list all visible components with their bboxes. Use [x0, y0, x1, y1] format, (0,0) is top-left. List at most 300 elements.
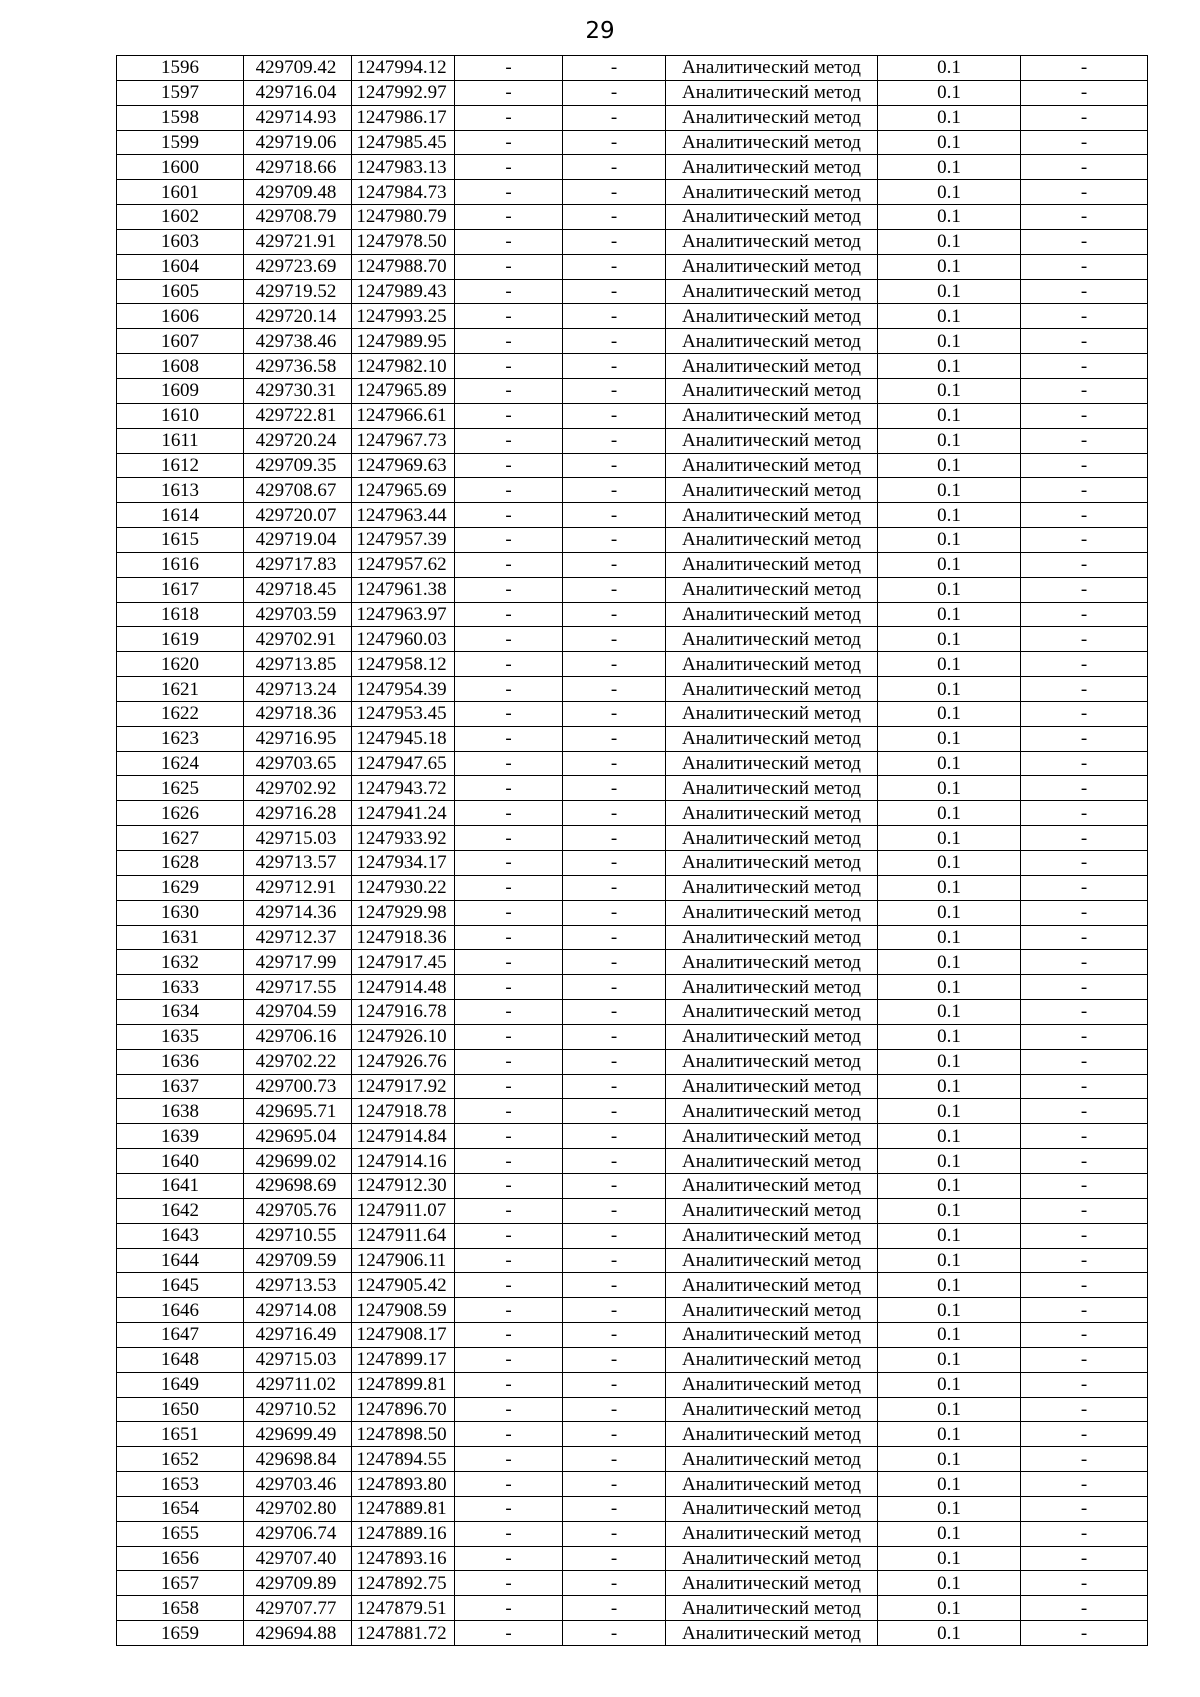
- col5-cell: -: [563, 403, 666, 428]
- method-cell: Аналитический метод: [666, 378, 878, 403]
- col8-cell: -: [1021, 975, 1148, 1000]
- y-coordinate-cell: 1247908.17: [352, 1323, 455, 1348]
- col8-cell: -: [1021, 577, 1148, 602]
- accuracy-cell: 0.1: [878, 577, 1021, 602]
- col8-cell: -: [1021, 1347, 1148, 1372]
- col8-cell: -: [1021, 826, 1148, 851]
- method-cell: Аналитический метод: [666, 975, 878, 1000]
- method-cell: Аналитический метод: [666, 279, 878, 304]
- col4-cell: -: [455, 826, 563, 851]
- col4-cell: -: [455, 1049, 563, 1074]
- y-coordinate-cell: 1247898.50: [352, 1422, 455, 1447]
- table-row: [117, 1024, 1148, 1049]
- col5-cell: -: [563, 751, 666, 776]
- accuracy-cell: 0.1: [878, 801, 1021, 826]
- table-row: [117, 1074, 1148, 1099]
- col8-cell: -: [1021, 851, 1148, 876]
- y-coordinate-cell: 1247930.22: [352, 875, 455, 900]
- table-row: [117, 130, 1148, 155]
- table-row: [117, 254, 1148, 279]
- col8-cell: -: [1021, 56, 1148, 81]
- point-number-cell: 1648: [117, 1347, 244, 1372]
- col4-cell: -: [455, 1397, 563, 1422]
- method-cell: Аналитический метод: [666, 726, 878, 751]
- point-number-cell: 1612: [117, 453, 244, 478]
- accuracy-cell: 0.1: [878, 1571, 1021, 1596]
- col4-cell: -: [455, 1223, 563, 1248]
- method-cell: Аналитический метод: [666, 1223, 878, 1248]
- col4-cell: -: [455, 552, 563, 577]
- col5-cell: -: [563, 329, 666, 354]
- point-number-cell: 1608: [117, 354, 244, 379]
- x-coordinate-cell: 429718.45: [244, 577, 352, 602]
- col4-cell: -: [455, 304, 563, 329]
- col4-cell: -: [455, 1099, 563, 1124]
- col8-cell: -: [1021, 677, 1148, 702]
- col8-cell: -: [1021, 428, 1148, 453]
- y-coordinate-cell: 1247966.61: [352, 403, 455, 428]
- col4-cell: -: [455, 1596, 563, 1621]
- accuracy-cell: 0.1: [878, 354, 1021, 379]
- y-coordinate-cell: 1247912.30: [352, 1173, 455, 1198]
- point-number-cell: 1601: [117, 180, 244, 205]
- col5-cell: -: [563, 975, 666, 1000]
- col8-cell: -: [1021, 453, 1148, 478]
- x-coordinate-cell: 429716.28: [244, 801, 352, 826]
- accuracy-cell: 0.1: [878, 1596, 1021, 1621]
- accuracy-cell: 0.1: [878, 1149, 1021, 1174]
- accuracy-cell: 0.1: [878, 478, 1021, 503]
- col8-cell: -: [1021, 1521, 1148, 1546]
- col4-cell: -: [455, 56, 563, 81]
- col4-cell: -: [455, 428, 563, 453]
- method-cell: Аналитический метод: [666, 577, 878, 602]
- method-cell: Аналитический метод: [666, 1248, 878, 1273]
- col8-cell: -: [1021, 602, 1148, 627]
- x-coordinate-cell: 429699.49: [244, 1422, 352, 1447]
- method-cell: Аналитический метод: [666, 677, 878, 702]
- accuracy-cell: 0.1: [878, 403, 1021, 428]
- method-cell: Аналитический метод: [666, 1124, 878, 1149]
- col5-cell: -: [563, 1223, 666, 1248]
- col4-cell: -: [455, 254, 563, 279]
- col8-cell: -: [1021, 329, 1148, 354]
- col5-cell: -: [563, 652, 666, 677]
- table-row: [117, 229, 1148, 254]
- col8-cell: -: [1021, 205, 1148, 230]
- method-cell: Аналитический метод: [666, 1323, 878, 1348]
- x-coordinate-cell: 429716.04: [244, 80, 352, 105]
- accuracy-cell: 0.1: [878, 329, 1021, 354]
- point-number-cell: 1627: [117, 826, 244, 851]
- method-cell: Аналитический метод: [666, 1273, 878, 1298]
- col8-cell: -: [1021, 751, 1148, 776]
- method-cell: Аналитический метод: [666, 354, 878, 379]
- x-coordinate-cell: 429698.84: [244, 1447, 352, 1472]
- y-coordinate-cell: 1247961.38: [352, 577, 455, 602]
- col4-cell: -: [455, 1149, 563, 1174]
- col4-cell: -: [455, 1298, 563, 1323]
- accuracy-cell: 0.1: [878, 1298, 1021, 1323]
- table-row: [117, 1397, 1148, 1422]
- x-coordinate-cell: 429718.66: [244, 155, 352, 180]
- table-row: [117, 1000, 1148, 1025]
- col4-cell: -: [455, 1273, 563, 1298]
- col5-cell: -: [563, 1099, 666, 1124]
- col4-cell: -: [455, 279, 563, 304]
- table-row: [117, 776, 1148, 801]
- point-number-cell: 1613: [117, 478, 244, 503]
- col5-cell: -: [563, 602, 666, 627]
- table-row: [117, 503, 1148, 528]
- accuracy-cell: 0.1: [878, 378, 1021, 403]
- accuracy-cell: 0.1: [878, 1173, 1021, 1198]
- table-row: [117, 155, 1148, 180]
- x-coordinate-cell: 429713.85: [244, 652, 352, 677]
- point-number-cell: 1599: [117, 130, 244, 155]
- accuracy-cell: 0.1: [878, 304, 1021, 329]
- table-row: [117, 180, 1148, 205]
- x-coordinate-cell: 429716.95: [244, 726, 352, 751]
- col5-cell: -: [563, 1472, 666, 1497]
- x-coordinate-cell: 429706.74: [244, 1521, 352, 1546]
- accuracy-cell: 0.1: [878, 279, 1021, 304]
- col8-cell: -: [1021, 403, 1148, 428]
- col4-cell: -: [455, 1621, 563, 1646]
- col8-cell: -: [1021, 1472, 1148, 1497]
- method-cell: Аналитический метод: [666, 1173, 878, 1198]
- accuracy-cell: 0.1: [878, 528, 1021, 553]
- point-number-cell: 1617: [117, 577, 244, 602]
- table-row: [117, 1422, 1148, 1447]
- col8-cell: -: [1021, 875, 1148, 900]
- point-number-cell: 1620: [117, 652, 244, 677]
- col8-cell: -: [1021, 1248, 1148, 1273]
- method-cell: Аналитический метод: [666, 403, 878, 428]
- x-coordinate-cell: 429698.69: [244, 1173, 352, 1198]
- table-row: [117, 1496, 1148, 1521]
- col8-cell: -: [1021, 1273, 1148, 1298]
- point-number-cell: 1650: [117, 1397, 244, 1422]
- y-coordinate-cell: 1247967.73: [352, 428, 455, 453]
- col4-cell: -: [455, 950, 563, 975]
- accuracy-cell: 0.1: [878, 975, 1021, 1000]
- method-cell: Аналитический метод: [666, 1000, 878, 1025]
- accuracy-cell: 0.1: [878, 1621, 1021, 1646]
- col5-cell: -: [563, 378, 666, 403]
- table-row: [117, 726, 1148, 751]
- col8-cell: -: [1021, 701, 1148, 726]
- col8-cell: -: [1021, 1422, 1148, 1447]
- point-number-cell: 1640: [117, 1149, 244, 1174]
- col8-cell: -: [1021, 503, 1148, 528]
- col8-cell: -: [1021, 130, 1148, 155]
- table-row: [117, 900, 1148, 925]
- x-coordinate-cell: 429695.71: [244, 1099, 352, 1124]
- table-row: [117, 1198, 1148, 1223]
- table-row: [117, 1248, 1148, 1273]
- accuracy-cell: 0.1: [878, 776, 1021, 801]
- point-number-cell: 1644: [117, 1248, 244, 1273]
- y-coordinate-cell: 1247969.63: [352, 453, 455, 478]
- y-coordinate-cell: 1247958.12: [352, 652, 455, 677]
- method-cell: Аналитический метод: [666, 428, 878, 453]
- y-coordinate-cell: 1247941.24: [352, 801, 455, 826]
- method-cell: Аналитический метод: [666, 602, 878, 627]
- table-row: [117, 751, 1148, 776]
- table-row: [117, 1298, 1148, 1323]
- point-number-cell: 1645: [117, 1273, 244, 1298]
- col4-cell: -: [455, 1521, 563, 1546]
- x-coordinate-cell: 429714.36: [244, 900, 352, 925]
- method-cell: Аналитический метод: [666, 950, 878, 975]
- x-coordinate-cell: 429722.81: [244, 403, 352, 428]
- y-coordinate-cell: 1247918.78: [352, 1099, 455, 1124]
- col4-cell: -: [455, 975, 563, 1000]
- method-cell: Аналитический метод: [666, 1472, 878, 1497]
- col5-cell: -: [563, 1149, 666, 1174]
- point-number-cell: 1596: [117, 56, 244, 81]
- col5-cell: -: [563, 1422, 666, 1447]
- x-coordinate-cell: 429702.80: [244, 1496, 352, 1521]
- table-row: [117, 105, 1148, 130]
- table-row: [117, 56, 1148, 81]
- x-coordinate-cell: 429715.03: [244, 826, 352, 851]
- accuracy-cell: 0.1: [878, 1472, 1021, 1497]
- method-cell: Аналитический метод: [666, 900, 878, 925]
- x-coordinate-cell: 429720.07: [244, 503, 352, 528]
- x-coordinate-cell: 429699.02: [244, 1149, 352, 1174]
- table-row: [117, 1571, 1148, 1596]
- point-number-cell: 1625: [117, 776, 244, 801]
- table-row: [117, 1223, 1148, 1248]
- x-coordinate-cell: 429709.35: [244, 453, 352, 478]
- accuracy-cell: 0.1: [878, 180, 1021, 205]
- col5-cell: -: [563, 1248, 666, 1273]
- point-number-cell: 1657: [117, 1571, 244, 1596]
- method-cell: Аналитический метод: [666, 205, 878, 230]
- accuracy-cell: 0.1: [878, 1099, 1021, 1124]
- col5-cell: -: [563, 80, 666, 105]
- col4-cell: -: [455, 627, 563, 652]
- y-coordinate-cell: 1247929.98: [352, 900, 455, 925]
- col4-cell: -: [455, 851, 563, 876]
- col8-cell: -: [1021, 528, 1148, 553]
- accuracy-cell: 0.1: [878, 652, 1021, 677]
- accuracy-cell: 0.1: [878, 950, 1021, 975]
- col5-cell: -: [563, 875, 666, 900]
- table-row: [117, 1372, 1148, 1397]
- accuracy-cell: 0.1: [878, 130, 1021, 155]
- col5-cell: -: [563, 155, 666, 180]
- accuracy-cell: 0.1: [878, 726, 1021, 751]
- table-row: [117, 1347, 1148, 1372]
- accuracy-cell: 0.1: [878, 602, 1021, 627]
- table-row: [117, 627, 1148, 652]
- table-row: [117, 1124, 1148, 1149]
- point-number-cell: 1632: [117, 950, 244, 975]
- table-row: [117, 279, 1148, 304]
- y-coordinate-cell: 1247893.80: [352, 1472, 455, 1497]
- col8-cell: -: [1021, 552, 1148, 577]
- y-coordinate-cell: 1247879.51: [352, 1596, 455, 1621]
- method-cell: Аналитический метод: [666, 801, 878, 826]
- x-coordinate-cell: 429712.91: [244, 875, 352, 900]
- accuracy-cell: 0.1: [878, 503, 1021, 528]
- table-row: [117, 801, 1148, 826]
- col4-cell: -: [455, 801, 563, 826]
- col5-cell: -: [563, 726, 666, 751]
- table-row: [117, 304, 1148, 329]
- col4-cell: -: [455, 701, 563, 726]
- point-number-cell: 1659: [117, 1621, 244, 1646]
- accuracy-cell: 0.1: [878, 1198, 1021, 1223]
- col5-cell: -: [563, 677, 666, 702]
- method-cell: Аналитический метод: [666, 80, 878, 105]
- point-number-cell: 1605: [117, 279, 244, 304]
- col4-cell: -: [455, 1372, 563, 1397]
- col5-cell: -: [563, 1447, 666, 1472]
- method-cell: Аналитический метод: [666, 304, 878, 329]
- method-cell: Аналитический метод: [666, 701, 878, 726]
- accuracy-cell: 0.1: [878, 1024, 1021, 1049]
- accuracy-cell: 0.1: [878, 1447, 1021, 1472]
- col4-cell: -: [455, 1024, 563, 1049]
- col4-cell: -: [455, 180, 563, 205]
- table-row: [117, 354, 1148, 379]
- col8-cell: -: [1021, 354, 1148, 379]
- accuracy-cell: 0.1: [878, 1049, 1021, 1074]
- col5-cell: -: [563, 1546, 666, 1571]
- x-coordinate-cell: 429713.57: [244, 851, 352, 876]
- point-number-cell: 1637: [117, 1074, 244, 1099]
- col5-cell: -: [563, 503, 666, 528]
- x-coordinate-cell: 429706.16: [244, 1024, 352, 1049]
- col8-cell: -: [1021, 1074, 1148, 1099]
- method-cell: Аналитический метод: [666, 1521, 878, 1546]
- col5-cell: -: [563, 1347, 666, 1372]
- point-number-cell: 1622: [117, 701, 244, 726]
- accuracy-cell: 0.1: [878, 627, 1021, 652]
- accuracy-cell: 0.1: [878, 229, 1021, 254]
- point-number-cell: 1630: [117, 900, 244, 925]
- x-coordinate-cell: 429708.79: [244, 205, 352, 230]
- table-row: [117, 1323, 1148, 1348]
- table-row: [117, 1173, 1148, 1198]
- x-coordinate-cell: 429709.89: [244, 1571, 352, 1596]
- y-coordinate-cell: 1247978.50: [352, 229, 455, 254]
- accuracy-cell: 0.1: [878, 826, 1021, 851]
- col8-cell: -: [1021, 378, 1148, 403]
- accuracy-cell: 0.1: [878, 751, 1021, 776]
- method-cell: Аналитический метод: [666, 105, 878, 130]
- y-coordinate-cell: 1247914.48: [352, 975, 455, 1000]
- col8-cell: -: [1021, 950, 1148, 975]
- x-coordinate-cell: 429703.46: [244, 1472, 352, 1497]
- coordinates-table: [116, 55, 1148, 1646]
- x-coordinate-cell: 429702.22: [244, 1049, 352, 1074]
- x-coordinate-cell: 429694.88: [244, 1621, 352, 1646]
- table-row: [117, 950, 1148, 975]
- point-number-cell: 1621: [117, 677, 244, 702]
- col5-cell: -: [563, 1024, 666, 1049]
- col8-cell: -: [1021, 1397, 1148, 1422]
- col5-cell: -: [563, 304, 666, 329]
- col5-cell: -: [563, 900, 666, 925]
- col8-cell: -: [1021, 1621, 1148, 1646]
- col4-cell: -: [455, 1496, 563, 1521]
- method-cell: Аналитический метод: [666, 552, 878, 577]
- method-cell: Аналитический метод: [666, 776, 878, 801]
- col5-cell: -: [563, 1596, 666, 1621]
- col5-cell: -: [563, 1173, 666, 1198]
- table-row: [117, 677, 1148, 702]
- col5-cell: -: [563, 105, 666, 130]
- x-coordinate-cell: 429709.48: [244, 180, 352, 205]
- accuracy-cell: 0.1: [878, 1496, 1021, 1521]
- point-number-cell: 1629: [117, 875, 244, 900]
- col8-cell: -: [1021, 1372, 1148, 1397]
- col8-cell: -: [1021, 1546, 1148, 1571]
- col4-cell: -: [455, 453, 563, 478]
- method-cell: Аналитический метод: [666, 1024, 878, 1049]
- x-coordinate-cell: 429703.59: [244, 602, 352, 627]
- col4-cell: -: [455, 652, 563, 677]
- accuracy-cell: 0.1: [878, 254, 1021, 279]
- accuracy-cell: 0.1: [878, 851, 1021, 876]
- x-coordinate-cell: 429712.37: [244, 925, 352, 950]
- method-cell: Аналитический метод: [666, 254, 878, 279]
- y-coordinate-cell: 1247983.13: [352, 155, 455, 180]
- x-coordinate-cell: 429716.49: [244, 1323, 352, 1348]
- x-coordinate-cell: 429717.83: [244, 552, 352, 577]
- col4-cell: -: [455, 478, 563, 503]
- x-coordinate-cell: 429719.06: [244, 130, 352, 155]
- col4-cell: -: [455, 1422, 563, 1447]
- x-coordinate-cell: 429736.58: [244, 354, 352, 379]
- col5-cell: -: [563, 205, 666, 230]
- method-cell: Аналитический метод: [666, 1372, 878, 1397]
- col5-cell: -: [563, 1323, 666, 1348]
- x-coordinate-cell: 429738.46: [244, 329, 352, 354]
- x-coordinate-cell: 429717.99: [244, 950, 352, 975]
- point-number-cell: 1614: [117, 503, 244, 528]
- y-coordinate-cell: 1247985.45: [352, 130, 455, 155]
- point-number-cell: 1610: [117, 403, 244, 428]
- col5-cell: -: [563, 1124, 666, 1149]
- accuracy-cell: 0.1: [878, 56, 1021, 81]
- point-number-cell: 1653: [117, 1472, 244, 1497]
- y-coordinate-cell: 1247917.45: [352, 950, 455, 975]
- y-coordinate-cell: 1247889.16: [352, 1521, 455, 1546]
- x-coordinate-cell: 429720.14: [244, 304, 352, 329]
- col8-cell: -: [1021, 1323, 1148, 1348]
- x-coordinate-cell: 429700.73: [244, 1074, 352, 1099]
- col5-cell: -: [563, 478, 666, 503]
- accuracy-cell: 0.1: [878, 1074, 1021, 1099]
- method-cell: Аналитический метод: [666, 1546, 878, 1571]
- col4-cell: -: [455, 751, 563, 776]
- col8-cell: -: [1021, 80, 1148, 105]
- x-coordinate-cell: 429718.36: [244, 701, 352, 726]
- col8-cell: -: [1021, 155, 1148, 180]
- method-cell: Аналитический метод: [666, 1198, 878, 1223]
- col5-cell: -: [563, 528, 666, 553]
- col8-cell: -: [1021, 1596, 1148, 1621]
- table-row: [117, 652, 1148, 677]
- col8-cell: -: [1021, 478, 1148, 503]
- y-coordinate-cell: 1247953.45: [352, 701, 455, 726]
